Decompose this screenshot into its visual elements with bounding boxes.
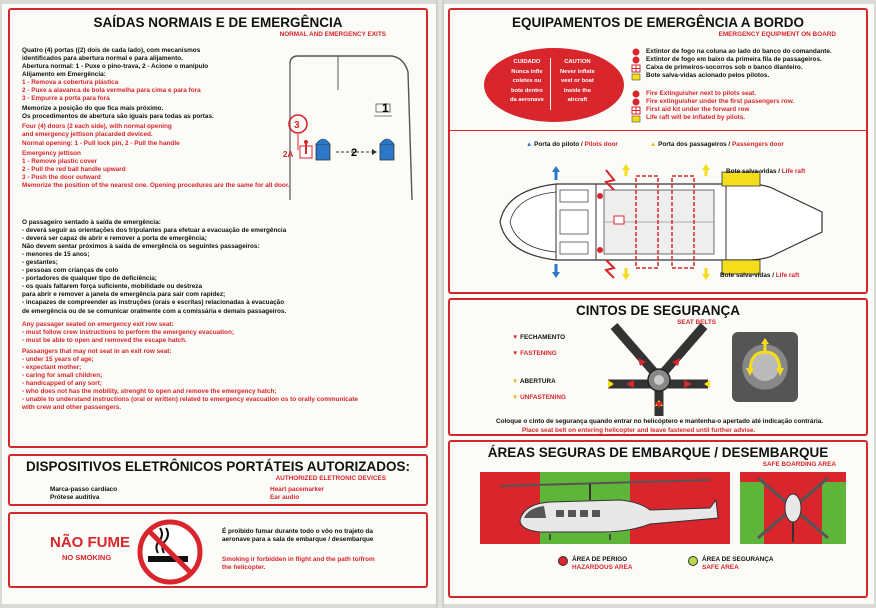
fasten-label: ▼ FECHAMENTO ▼ FASTENING — [512, 334, 566, 358]
pax-door-arrow-icon: ▲ — [650, 141, 657, 148]
door-step-2: 2 — [351, 147, 358, 159]
no-smoking-icon — [136, 518, 204, 586]
caution-badge — [484, 48, 624, 122]
devices-title: DISPOSITIVOS ELETRÔNICOS PORTÁTEIS AUTORIZADOS: — [25, 459, 411, 474]
safe-legend: ÁREA DE SEGURANÇA SAFE AREA — [702, 556, 774, 572]
no-smoking-section — [8, 512, 428, 588]
seat-belts-section — [448, 298, 868, 436]
buckle-rotate-icon — [732, 332, 798, 402]
devices-en-list — [270, 486, 324, 502]
door-step-3: 3 — [294, 120, 300, 131]
equipment-legend-icons — [630, 46, 642, 126]
caution-en: CAUTION Never inflate vest or boat inside the aircraft — [560, 59, 595, 104]
equipment-legend-pt: Extintor de fogo na coluna ao lado do banco do comandante. Extintor de fogo em baixo da primeira fila de passageiros. Caixa de primeiros-socorros sob o banco dianteiro. Bote salva-vidas acionado pelos pilotos. — [646, 48, 832, 80]
safe-dot-icon — [688, 556, 698, 566]
devices-subtitle: AUTHORIZED ELETRONIC DEVICES — [275, 475, 386, 482]
helicopter-side-view — [480, 472, 730, 544]
harness-diagram — [604, 322, 714, 418]
buckle-photo — [732, 332, 798, 402]
hazard-legend: ÁREA DE PERIGO HAZARDOUS AREA — [572, 556, 632, 572]
hazard-dot-icon — [558, 556, 568, 566]
device-pacemaker-pt: Marca-passo cardíaco — [50, 486, 118, 493]
device-pacemaker-en: Heart pacemarker — [270, 486, 324, 493]
equipment-title: EQUIPAMENTOS DE EMERGÊNCIA A BORDO — [511, 15, 805, 30]
exits-en-seated: Any passager seated on emergency exit row seat: - must follow crew instructions to perform the emergency evacuation; - must be able to open and removed the escape hatch. Passangers that may not seat in an exit row seat: - under 15 years of age; - expectant mother; - caring for small children; - handicapped of any sort; - who does not has the mobility, strenght to open and remove the emergency hatch; - unable to understand instructions (oral or written) related to emergency evacuation os to orally communicate with crew and other passengers. — [22, 321, 358, 412]
raft-bottom-label: Bote salva-vidas / Life raft — [720, 272, 800, 279]
equipment-legend-en: Fire Extinguisher next to pilots seat. Fire extinguisher under the first passengers row. First aid kit under the forward row Life raft will be inflated by pilots. — [646, 90, 795, 122]
safe-areas-title: ÁREAS SEGURAS DE EMBARQUE / DESEMBARQUE — [487, 445, 829, 460]
devices-pt-list — [50, 486, 117, 502]
seat-belts-title: CINTOS DE SEGURANÇA — [575, 303, 741, 318]
exits-title: SAÍDAS NORMAIS E DE EMERGÊNCIA — [93, 15, 343, 30]
safe-areas-subtitle: SAFE BOARDING AREA — [762, 461, 836, 468]
unfasten-label: ▼ ABERTURA ▼ UNFASTENING — [512, 378, 566, 402]
pilot-door-arrow-icon: ▲ — [526, 141, 533, 148]
no-smoking-subtitle: NO SMOKING — [62, 553, 112, 562]
seat-belts-pt: Coloque o cinto de segurança quando entrar no helicóptero e mantenha-o apertado até indicação contrária. — [496, 418, 824, 425]
right-panel — [444, 4, 874, 604]
unfasten-arrow-icon: ▼ — [512, 378, 519, 385]
left-panel — [2, 4, 436, 604]
equipment-section — [448, 8, 868, 294]
door-step-2a: 2A — [283, 150, 294, 159]
devices-section — [8, 454, 428, 506]
seat-belts-en: Place seat belt on entering helicopter and leave fastened until further advise. — [522, 427, 756, 434]
device-hearing-en: Ear audio — [270, 494, 300, 502]
door-step-1: 1 — [382, 101, 389, 115]
pax-door-legend: ▲ Porta dos passageiros / Passengers door — [650, 141, 784, 148]
fasten-arrow-icon: ▼ — [512, 334, 519, 341]
device-hearing-pt: Prótese auditiva — [50, 494, 100, 502]
exits-section — [8, 8, 428, 448]
fasten-arrow-icon-2: ▼ — [512, 350, 519, 358]
safe-areas-section — [448, 440, 868, 598]
no-smoking-en: Smoking ir forbidden in flight and the path to/from the helicopter. — [222, 556, 375, 572]
no-smoking-title: NÃO FUME — [50, 534, 130, 551]
exits-pt-seated: O passageiro sentado à saída de emergência: - deverá seguir as orientações dos tripulantes para efetuar a evacuação de emergência - deverá ser capaz de abrir e remover a porta de emergência; Não devem sentar próximos à saída de emergência os seguintes passageiros: - menores de 15 anos; - gestantes; - pessoas com crianças de colo - portadores de qualquer tipo de deficiência; - os quais faltarem força suficiente, mobilidade ou destreza para abrir e remover a janela de emergência para sair com rapidez; - incapazes de compreender as instruções (orais e escritas) relacionadas à evacuação de emergência ou de se comunicar oralmente com a comissária e demais passageiros. — [22, 219, 287, 315]
raft-top-label: Bote salva-vidas / Life raft — [726, 168, 806, 175]
helicopter-top-view — [496, 160, 826, 290]
exits-pt-intro: Quatro (4) portas ((2) dois de cada lado), com mecanismos identificados para abertura normal e para alijamento. Abertura normal: 1 - Puxe o pino-trava, 2 - Acione o manípulo Alijamento em Emergência: 1 - Remova a cobertura plástica 2 - Puxe a alavanca de bola vermelha para cima e para fora 3 - Empurre a porta para fora Memorize a posição do que fica mais próximo. Os procedimentos de abertura são iguais para todas as portas. Four (4) doors (2 each side), with normal opening and emergency jettison placarded deviced. Normal opening: 1 - Pull lock pin, 2 - Pull the handle Emergency jettison 1 - Remove plastic cover 2 - Pull the red ball handle upward 3 - Push the door outward Memorize the position of the nearest one. Opening procedures are the same for all door. — [22, 47, 290, 189]
exits-subtitle: NORMAL AND EMERGENCY EXITS — [279, 31, 386, 38]
helicopter-rotor-top-view — [740, 472, 846, 544]
no-smoking-pt: É proibido fumar durante todo o vôo no trajeto da aeronave para a sala de embarque / desembarque — [222, 528, 374, 544]
seat-belts-subtitle: SEAT BELTS — [677, 319, 716, 326]
door-diagram — [282, 50, 424, 206]
unfasten-arrow-icon-2: ▼ — [512, 394, 519, 402]
equipment-subtitle: EMERGENCY EQUIPMENT ON BOARD — [718, 31, 836, 38]
page-fold — [436, 0, 444, 608]
pilot-door-legend: ▲ Porta do piloto / Pilots door — [526, 141, 618, 148]
caution-pt: CUIDADO Nunca infle coletes ou bote dentro da aeronave — [510, 59, 544, 104]
